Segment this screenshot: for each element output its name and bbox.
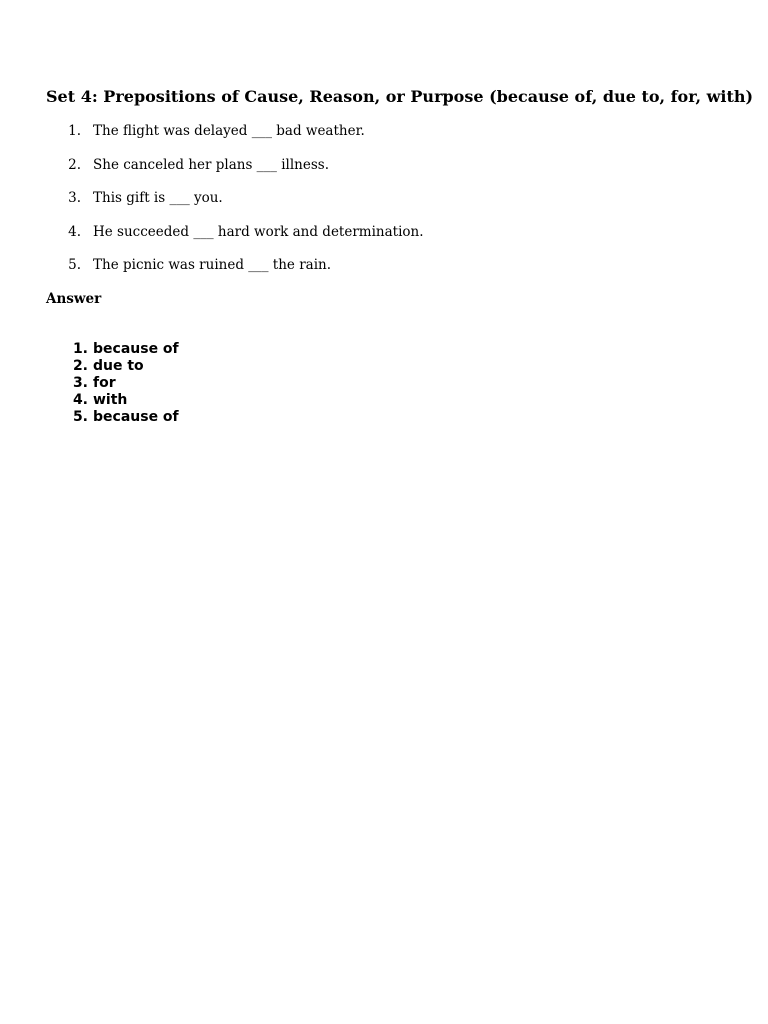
- answer-number: 4.: [72, 391, 88, 408]
- question-item: [46, 156, 736, 174]
- answer-text: because of: [93, 408, 179, 425]
- question-item: [46, 189, 736, 207]
- answer-item: [46, 392, 736, 409]
- answer-text: because of: [93, 340, 179, 357]
- answer-number: 5.: [72, 408, 88, 425]
- answer-number: 3.: [72, 374, 88, 391]
- answer-item: [46, 375, 736, 392]
- question-item: [46, 223, 736, 241]
- question-text: The flight was delayed ___ bad weather.: [93, 123, 365, 139]
- question-number: 5.: [68, 257, 81, 273]
- question-text: This gift is ___ you.: [93, 190, 223, 206]
- answer-number: 1.: [72, 340, 88, 357]
- answer-item: [46, 341, 736, 358]
- set-title: Set 4: Prepositions of Cause, Reason, or Purpose (because of, due to, for, with): [46, 87, 754, 106]
- answer-text: for: [93, 374, 116, 391]
- question-list: [46, 122, 736, 274]
- question-number: 2.: [68, 156, 81, 173]
- question-text: She canceled her plans ___ illness.: [93, 156, 329, 173]
- answer-item: [46, 409, 736, 426]
- worksheet-page: [46, 86, 754, 426]
- answer-text: due to: [93, 357, 144, 374]
- answer-number: 2.: [72, 357, 88, 374]
- question-text: The picnic was ruined ___ the rain.: [93, 257, 332, 273]
- answer-item: [46, 358, 736, 375]
- question-number: 4.: [68, 223, 81, 240]
- question-item: [46, 122, 736, 140]
- question-number: 1.: [68, 123, 81, 139]
- answer-list: [46, 341, 736, 426]
- answer-text: with: [93, 391, 128, 408]
- question-item: [46, 256, 736, 274]
- answer-heading: Answer: [46, 290, 102, 307]
- question-number: 3.: [68, 190, 81, 206]
- question-text: He succeeded ___ hard work and determination.: [93, 223, 424, 240]
